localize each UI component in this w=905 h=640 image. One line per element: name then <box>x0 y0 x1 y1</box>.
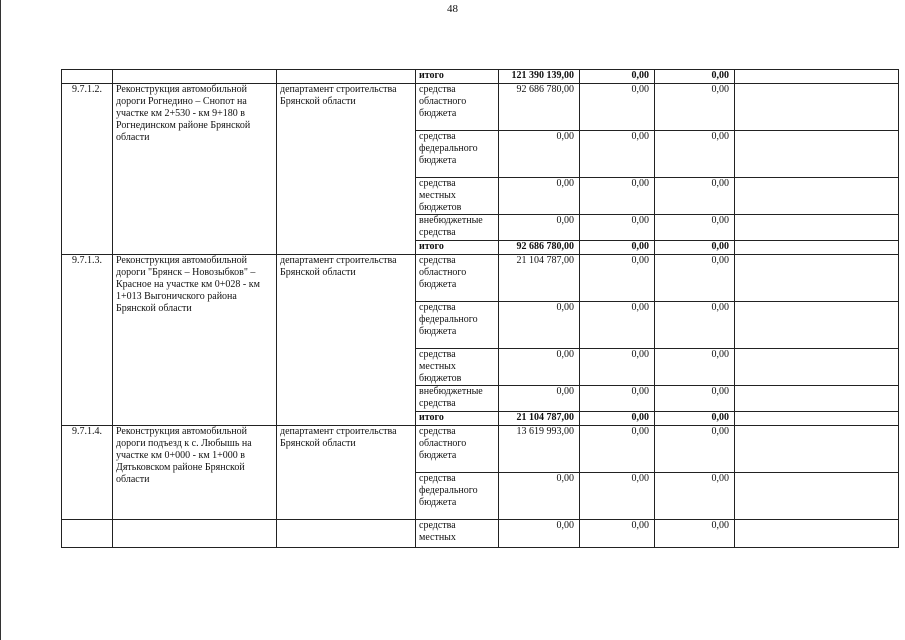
cell-extra <box>735 255 899 302</box>
cell-extra <box>735 131 899 178</box>
cell-value: 0,00 <box>655 178 735 215</box>
cell-value: 21 104 787,00 <box>499 255 580 302</box>
cell-source: средства федерального бюджета <box>416 473 499 520</box>
cell-extra <box>735 215 899 241</box>
cell-id <box>62 70 113 84</box>
cell-value: 0,00 <box>580 349 655 386</box>
cell-id: 9.7.1.3. <box>62 255 113 426</box>
cell-value: 21 104 787,00 <box>499 412 580 426</box>
cell-value: 13 619 993,00 <box>499 426 580 473</box>
cell-source: средства местных бюджетов <box>416 349 499 386</box>
cell-value: 92 686 780,00 <box>499 241 580 255</box>
cell-executor: департамент строительства Брянской области <box>277 84 416 255</box>
cell-id: 9.7.1.4. <box>62 426 113 520</box>
cell-value: 0,00 <box>580 426 655 473</box>
cell-value: 0,00 <box>580 131 655 178</box>
cell-extra <box>735 70 899 84</box>
cell-value: 0,00 <box>655 412 735 426</box>
cell-source: средства областного бюджета <box>416 255 499 302</box>
cell-value: 0,00 <box>655 131 735 178</box>
cell-value: 0,00 <box>655 349 735 386</box>
cell-value: 0,00 <box>655 84 735 131</box>
cell-extra <box>735 349 899 386</box>
cell-value: 0,00 <box>499 215 580 241</box>
cell-value: 0,00 <box>580 178 655 215</box>
cell-source: итого <box>416 241 499 255</box>
cell-value: 0,00 <box>580 70 655 84</box>
cell-source: средства федерального бюджета <box>416 302 499 349</box>
cell-value: 0,00 <box>655 241 735 255</box>
cell-name <box>113 70 277 84</box>
table-row <box>62 255 899 302</box>
cell-source: итого <box>416 412 499 426</box>
cell-source: средства областного бюджета <box>416 84 499 131</box>
cell-extra <box>735 302 899 349</box>
cell-value: 0,00 <box>655 70 735 84</box>
cell-name: Реконструкция автомобильной дороги Рогнедино – Снопот на участке км 2+530 - км 9+180 в Рогнединском районе Брянской области <box>113 84 277 255</box>
cell-source: средства местных <box>416 520 499 548</box>
cell-extra <box>735 386 899 412</box>
cell-value: 0,00 <box>580 241 655 255</box>
cell-extra <box>735 84 899 131</box>
page-left-edge <box>0 0 1 640</box>
cell-value: 0,00 <box>655 520 735 548</box>
cell-value: 0,00 <box>655 255 735 302</box>
cell-source: итого <box>416 70 499 84</box>
cell-value: 0,00 <box>499 178 580 215</box>
cell-value: 0,00 <box>580 215 655 241</box>
cell-value: 0,00 <box>499 473 580 520</box>
cell-name: Реконструкция автомобильной дороги "Брянск – Новозыбков" – Красное на участке км 0+028 - км 1+013 Выгоничского района Брянской области <box>113 255 277 426</box>
cell-value: 0,00 <box>499 386 580 412</box>
cell-executor <box>277 70 416 84</box>
cell-value: 121 390 139,00 <box>499 70 580 84</box>
table-row <box>62 520 899 548</box>
table-row <box>62 70 899 84</box>
cell-extra <box>735 178 899 215</box>
cell-source: средства федерального бюджета <box>416 131 499 178</box>
cell-extra <box>735 412 899 426</box>
cell-name: Реконструкция автомобильной дороги подъезд к с. Любышь на участке км 0+000 - км 1+000 в Дятьковском районе Брянской области <box>113 426 277 520</box>
cell-id: 9.7.1.2. <box>62 84 113 255</box>
cell-name <box>113 520 277 548</box>
cell-value: 0,00 <box>655 473 735 520</box>
budget-table-body <box>62 70 899 548</box>
cell-source: средства местных бюджетов <box>416 178 499 215</box>
cell-value: 0,00 <box>499 520 580 548</box>
budget-table <box>61 69 899 548</box>
cell-value: 0,00 <box>499 131 580 178</box>
cell-value: 0,00 <box>655 302 735 349</box>
cell-source: внебюджетные средства <box>416 215 499 241</box>
cell-executor <box>277 520 416 548</box>
page-number: 48 <box>447 3 458 15</box>
cell-executor: департамент строительства Брянской области <box>277 426 416 520</box>
cell-value: 0,00 <box>499 302 580 349</box>
cell-value: 0,00 <box>580 473 655 520</box>
cell-value: 0,00 <box>580 255 655 302</box>
cell-value: 0,00 <box>499 349 580 386</box>
table-row <box>62 84 899 131</box>
cell-source: внебюджетные средства <box>416 386 499 412</box>
cell-value: 0,00 <box>655 426 735 473</box>
cell-value: 0,00 <box>655 215 735 241</box>
cell-value: 0,00 <box>580 302 655 349</box>
cell-executor: департамент строительства Брянской области <box>277 255 416 426</box>
cell-extra <box>735 473 899 520</box>
cell-extra <box>735 241 899 255</box>
cell-value: 0,00 <box>580 520 655 548</box>
cell-source: средства областного бюджета <box>416 426 499 473</box>
table-row <box>62 426 899 473</box>
cell-extra <box>735 426 899 473</box>
cell-id <box>62 520 113 548</box>
cell-value: 92 686 780,00 <box>499 84 580 131</box>
cell-extra <box>735 520 899 548</box>
cell-value: 0,00 <box>580 84 655 131</box>
cell-value: 0,00 <box>580 412 655 426</box>
cell-value: 0,00 <box>655 386 735 412</box>
cell-value: 0,00 <box>580 386 655 412</box>
